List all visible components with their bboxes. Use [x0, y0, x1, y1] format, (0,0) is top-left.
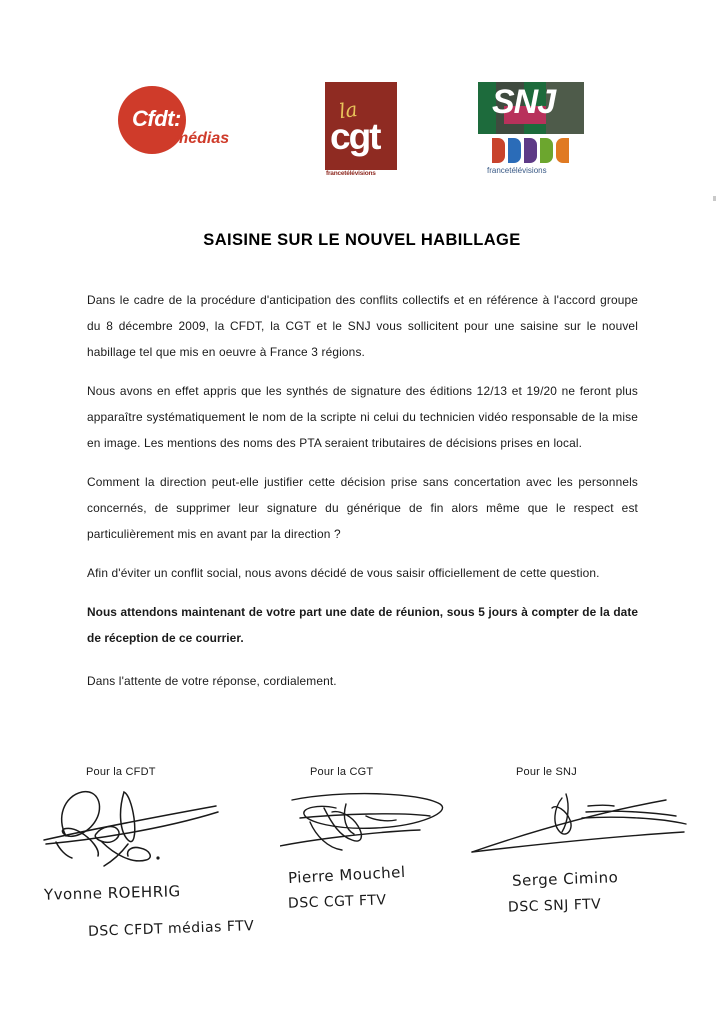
ftv-bar-orange — [556, 138, 569, 163]
signature-block-cfdt — [40, 766, 290, 976]
paragraph-2: Nous avons en effet appris que les synthés de signature des éditions 12/13 et 19/20 ne feront plus apparaître systématiquement le nom de la scripte ni celui du technicien vidéo responsable de la mise en image. Les mentions des noms des PTA seraient tributaires de décisions prises en local. — [87, 384, 638, 450]
signature-label-snj: Pour le SNJ — [516, 766, 577, 778]
ftv-bar-red — [492, 138, 505, 163]
signature-name-cfdt: Yvonne ROEHRIG — [43, 882, 181, 904]
snj-wordmark: SNJ — [492, 83, 556, 121]
signature-name-cgt: Pierre Mouchel — [287, 862, 407, 888]
signature-label-cfdt: Pour la CFDT — [86, 766, 156, 778]
paragraph-1: Dans le cadre de la procédure d'anticipation des conflits collectifs et en référence à l'accord groupe du 8 décembre 2009, la CFDT, la CGT et le SNJ vous sollicitent pour une saisine sur le nouvel habillage tel que mis en oeuvre à France 3 régions. — [87, 293, 638, 359]
union-logos-band — [0, 82, 724, 192]
cgt-box-icon — [325, 82, 397, 170]
signature-label-cgt: Pour la CGT — [310, 766, 374, 778]
francetelevisions-bars-icon — [492, 138, 570, 163]
signature-name-snj: Serge Cimino — [511, 868, 619, 890]
signature-role-cgt: DSC CGT FTV — [287, 892, 387, 912]
signature-block-snj — [470, 766, 700, 976]
paragraph-6-closing: Dans l'attente de votre réponse, cordialement. — [87, 674, 337, 688]
paragraph-5-bold: Nous attendons maintenant de votre part une date de réunion, sous 5 jours à compter de la date de réception de ce courrier. — [87, 605, 638, 645]
page-title: SAISINE SUR LE NOUVEL HABILLAGE — [203, 231, 521, 249]
cgt-logo — [325, 82, 407, 182]
handwritten-signature-cfdt — [40, 778, 270, 888]
cfdt-medias-subtitle: médias — [174, 130, 230, 147]
cfdt-wordmark: Cfdt: — [132, 106, 181, 131]
signature-role-snj: DSC SNJ FTV — [507, 896, 602, 916]
snj-francetelevisions-subtitle: francetélévisions — [487, 166, 547, 175]
paragraph-3: Comment la direction peut-elle justifier cette décision prise sans concertation avec les personnels concernés, de supprimer leur signature du générique de fin alors même que le respect est particulièrement mis en avant par la direction ? — [87, 475, 638, 541]
cgt-francetelevisions-subtitle: francetélévisions — [326, 170, 376, 177]
cfdt-medias-logo — [118, 86, 278, 166]
signature-role-cfdt: DSC CFDT médias FTV — [87, 918, 255, 940]
paragraph-4: Afin d'éviter un conflit social, nous avons décidé de vous saisir officiellement de cette question. — [87, 566, 600, 580]
handwritten-signature-snj — [470, 778, 695, 878]
ftv-bar-purple — [524, 138, 537, 163]
ftv-bar-green — [540, 138, 553, 163]
cgt-wordmark: cgt — [330, 116, 380, 157]
letter-body — [87, 287, 638, 694]
cgt-script-la: la — [337, 96, 359, 124]
scan-artifact — [713, 196, 716, 201]
ftv-bar-blue — [508, 138, 521, 163]
signature-row — [0, 766, 724, 976]
snj-logo — [478, 82, 593, 187]
